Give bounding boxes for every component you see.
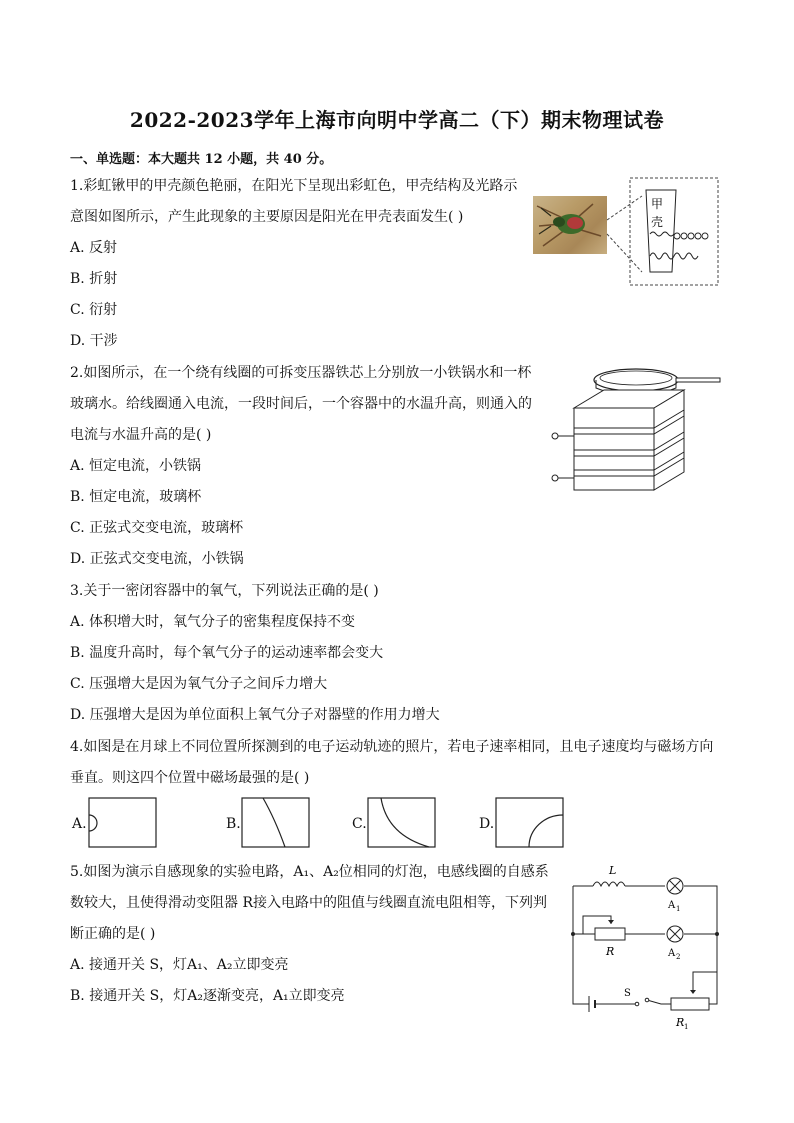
q5-line-2: 数较大，且使得滑动变阻器 R接入电路中的阻值与线圈直流电阻相等，下列判 [70, 895, 547, 911]
page-title: 2022-2023学年上海市向明中学高二（下）期末物理试卷 [129, 108, 665, 132]
q4-option-c-label: C. [352, 816, 367, 832]
label-A1-sub: 1 [676, 905, 681, 913]
section-heading: 一、单选题：本大题共 12 小题，共 40 分。 [70, 152, 333, 167]
q1-line-2: 意图如图所示，产生此现象的主要原因是阳光在甲壳表面发生( ) [70, 209, 464, 225]
q3-option-c: C. 压强增大是因为氧气分子之间斥力增大 [70, 676, 328, 692]
q2-line-3: 电流与水温升高的是( ) [70, 427, 212, 443]
q3-line-1: 3.关于一密闭容器中的氧气，下列说法正确的是( ) [70, 583, 379, 599]
q4-line-2: 垂直。则这四个位置中磁场最强的是( ) [70, 770, 310, 786]
q4-option-a-label: A. [72, 816, 87, 832]
q3-option-b: B. 温度升高时，每个氧气分子的运动速率都会变大 [70, 645, 384, 661]
q4-option-d-label: D. [479, 816, 495, 832]
label-S: S [624, 988, 631, 999]
q1-option-c: C. 衍射 [70, 302, 118, 318]
q5-option-b: B. 接通开关 S，灯A₂逐渐变亮，A₁立即变亮 [70, 988, 345, 1004]
q5-circuit-diagram [565, 860, 730, 1035]
q4-track-c [367, 797, 437, 849]
q2-option-d: D. 正弦式交变电流，小铁锅 [70, 551, 244, 567]
q1-line-1: 1.彩虹锹甲的甲壳颜色艳丽，在阳光下呈现出彩虹色，甲壳结构及光路示 [70, 178, 518, 194]
q5-line-1: 5.如图为演示自感现象的实验电路，A₁、A₂位相同的灯泡，电感线圈的自感系 [70, 864, 549, 880]
label-R1-sub: 1 [684, 1023, 689, 1031]
q3-option-d: D. 压强增大是因为单位面积上氧气分子对器壁的作用力增大 [70, 707, 440, 723]
q4-track-d [495, 797, 565, 849]
q4-line-1: 4.如图是在月球上不同位置所探测到的电子运动轨迹的照片，若电子速率相同，且电子速度均与磁场方向 [70, 739, 714, 755]
q1-shell-diagram [590, 176, 722, 288]
label-A2-sub: 2 [676, 953, 681, 961]
q1-option-b: B. 折射 [70, 271, 118, 287]
label-A1: A [668, 900, 676, 911]
q2-option-c: C. 正弦式交变电流，玻璃杯 [70, 520, 244, 536]
q2-line-1: 2.如图所示，在一个绕有线圈的可拆变压器铁芯上分别放一小铁锅水和一杯 [70, 365, 532, 381]
q4-track-a [88, 797, 158, 849]
q4-option-b-label: B. [226, 816, 241, 832]
label-R1: R [676, 1016, 685, 1029]
label-L: L [609, 864, 617, 877]
q1-option-a: A. 反射 [70, 240, 118, 256]
label-A2: A [668, 948, 676, 959]
q2-line-2: 玻璃水。给线圈通入电流，一段时间后，一个容器中的水温升高，则通入的 [70, 396, 532, 412]
shell-label-2: 壳 [651, 215, 664, 229]
label-R: R [606, 945, 615, 958]
q3-option-a: A. 体积增大时，氧气分子的密集程度保持不变 [70, 614, 356, 630]
q2-option-b: B. 恒定电流，玻璃杯 [70, 489, 202, 505]
q2-transformer-diagram [544, 360, 724, 495]
shell-label-1: 甲 [651, 197, 664, 211]
q5-option-a: A. 接通开关 S，灯A₁、A₂立即变亮 [70, 957, 289, 973]
q1-option-d: D. 干涉 [70, 333, 118, 349]
q2-option-a: A. 恒定电流，小铁锅 [70, 458, 202, 474]
q4-track-b [241, 797, 311, 849]
q5-line-3: 断正确的是( ) [70, 926, 156, 942]
